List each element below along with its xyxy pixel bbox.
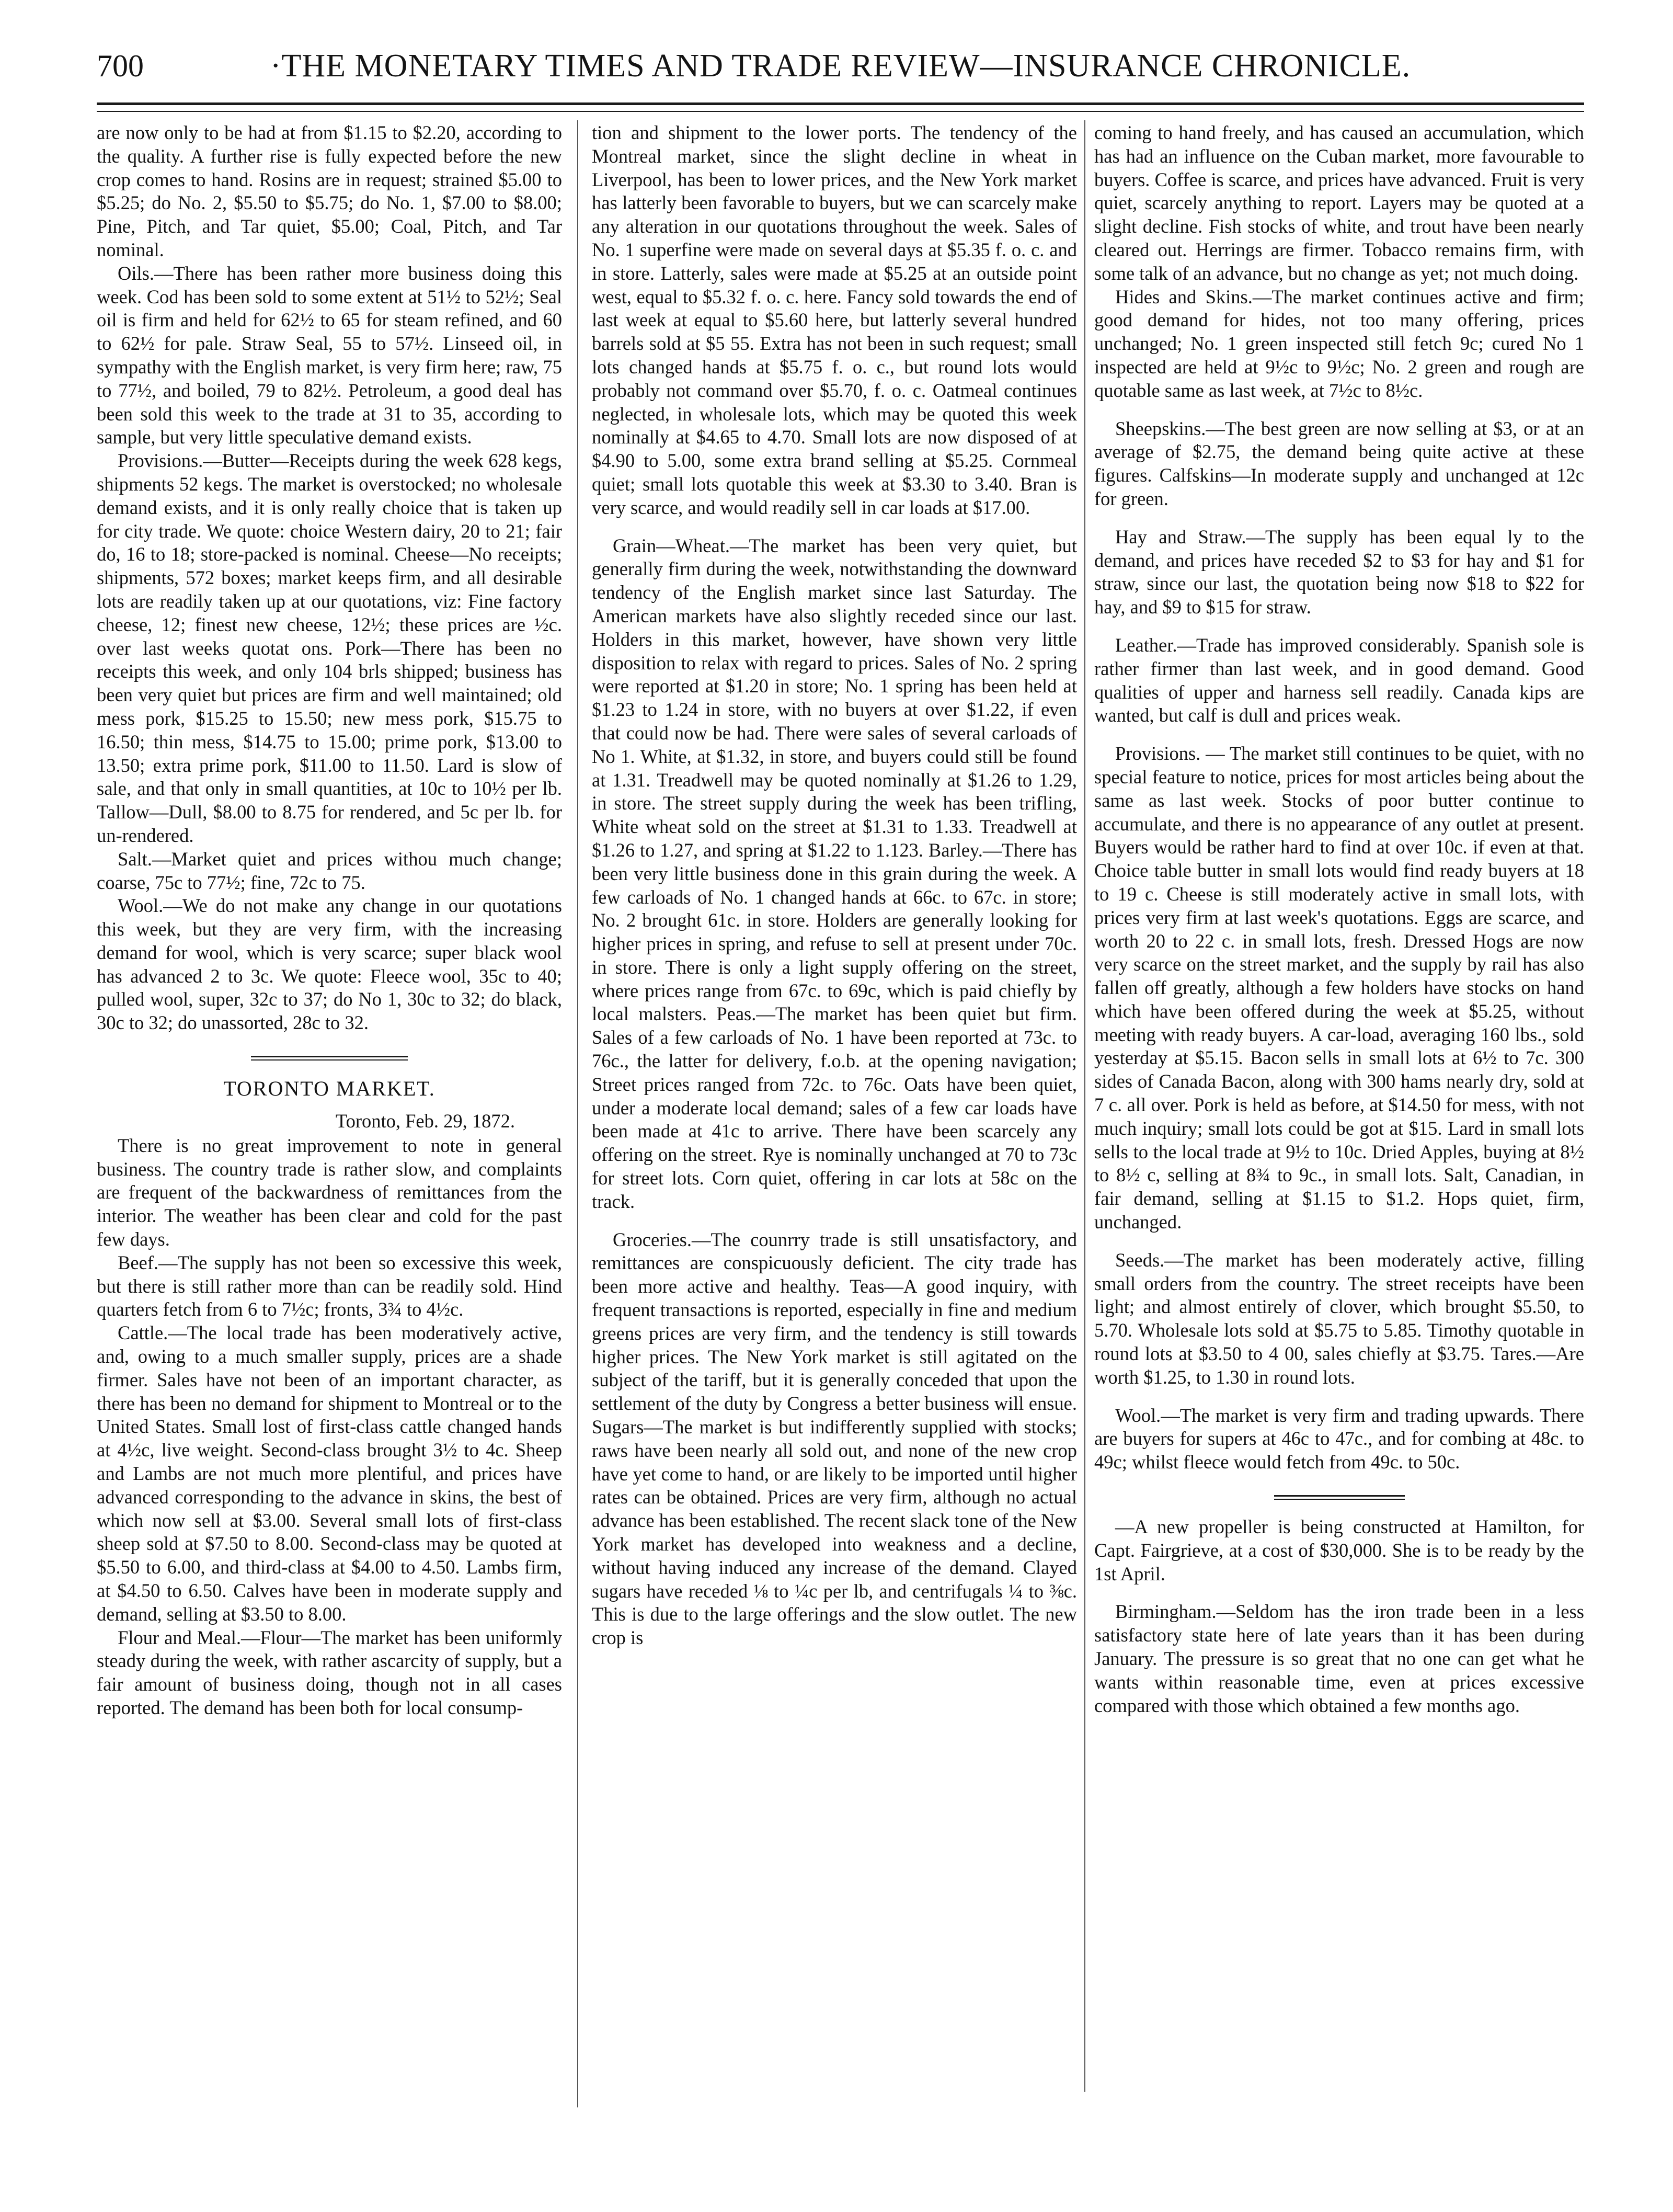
- paragraph-hay-and-straw: Hay and Straw.—The supply has been equal ly to the demand, and prices have receded $2 to $3 for hay and $1 for straw, since our last, the quotation being now $18 to $22 for hay, and $9 to $15 for straw.: [1094, 526, 1584, 618]
- header-rule-thick: [97, 102, 1584, 105]
- paragraph-leather: Leather.—Trade has improved considerably. Spanish sole is rather firmer than last week, and in good demand. Good qualities of upper and harness sell readily. Canada kips are wanted, but calf is dull and prices weak.: [1094, 634, 1584, 726]
- paragraph-flour-and-meal: Flour and Meal.—Flour—The market has been uniformly steady during the week, with rather ascarcity of supply, but a fair amount of business doing, though not in all cases reported. The demand has been both for local consump-: [97, 1626, 562, 1718]
- header-rule-thin: [97, 111, 1584, 112]
- paragraph-toronto-intro: There is no great improvement to note in general business. The country trade is rather slow, and complaints are frequent of the backwardness of remittances from the interior. The weather has been clear and cold for the past few days.: [97, 1134, 562, 1250]
- paragraph-propeller: —A new propeller is being constructed at Hamilton, for Capt. Fairgrieve, at a cost of $30,000. She is to be ready by the 1st April.: [1094, 1516, 1584, 1584]
- paragraph-groceries: Groceries.—The counrry trade is still unsatisfactory, and remittances are conspicuously deficient. The city trade has been more active and healthy. Teas—A good inquiry, with frequent transactions is reported, especially in fine and medium greens prices are very firm, and the tendency is still towards higher prices. The New York market is still agitated on the subject of the tariff, but it is generally conceded that upon the settlement of the duty by Congress a better business will ensue. Sugars—The market is but indifferently supplied with stocks; raws have been nearly all sold out, and none of the new crop have yet come to hand, or are likely to be imported until higher rates can be obtained. Prices are very firm, although no actual advance has been established. The recent slack tone of the New York market has developed into weakness and a decline, without having induced any increase of the demand. Clayed sugars have receded ⅛ to ¼c per lb, and centrifugals ¼ to ⅜c. This is due to the large offerings and the slow outlet. The new crop is: [592, 1228, 1077, 1649]
- section-separator: [251, 1056, 408, 1061]
- paragraph-beef: Beef.—The supply has not been so excessive this week, but there is still rather more than can be readily sold. Hind quarters fetch from 6 to 7½c; fronts, 3¾ to 4½c.: [97, 1251, 562, 1320]
- paragraph-rosins: are now only to be had at from $1.15 to $2.20, according to the quality. A further rise is fully expected before the new crop comes to hand. Rosins are in request; strained $5.00 to $5.25; do No. 2, $5.50 to $5.75; do No. 1, $7.00 to $8.00; Pine, Pitch, and Tar quiet, $5.00; Coal, Pitch, and Tar nominal.: [97, 122, 562, 260]
- column-3: [1094, 121, 1584, 1717]
- toronto-dateline: Toronto, Feb. 29, 1872.: [335, 1110, 515, 1132]
- column-divider: [577, 120, 578, 2107]
- toronto-market-heading: TORONTO MARKET.: [223, 1077, 436, 1101]
- paragraph-groceries-continued: coming to hand freely, and has caused an accumulation, which has had an influence on the Cuban market, more favourable to buyers. Coffee is scarce, and prices have advanced. Fruit is very quiet, scarcely anything to report. Layers may be quoted at a slight decline. Fish stocks of white, and trout have been nearly cleared out. Herrings are firmer. Tobacco remains firm, with some talk of an advance, but no change as yet; not much doing.: [1094, 122, 1584, 284]
- running-title: ·THE MONETARY TIMES AND TRADE REVIEW—INSURANCE CHRONICLE.: [270, 48, 1411, 84]
- paragraph-wool: Wool.—The market is very firm and trading upwards. There are buyers for supers at 46c to 47c., and for combing at 48c. to 49c; whilst fleece would fetch from 49c. to 50c.: [1094, 1404, 1584, 1473]
- paragraph-wool: Wool.—We do not make any change in our quotations this week, but they are very firm, with the increasing demand for wool, which is very scarce; super black wool has advanced 2 to 3c. We quote: Fleece wool, 35c to 40; pulled wool, super, 32c to 37; do No 1, 30c to 32; do black, 30c to 32; do unassorted, 28c to 32.: [97, 895, 562, 1034]
- page-number: 700: [97, 49, 144, 83]
- column-divider: [1084, 120, 1085, 2092]
- column-1: [97, 121, 562, 1720]
- paragraph-grain: Grain—Wheat.—The market has been very quiet, but generally firm during the week, notwithstanding the downward tendency of the English market since last Saturday. The American markets have also slightly receded since our last. Holders in this market, however, have shown very little disposition to relax with regard to prices. Sales of No. 2 spring were reported at $1.20 in store; No. 1 spring has been held at $1.23 to 1.24 in store, with no buyers at over $1.22, if even that could now be had. There were sales of several carloads of No 1. White, at $1.32, in store, and buyers could still be found at 1.31. Treadwell may be quoted nominally at $1.26 to 1.29, in store. The street supply during the week has been trifling, White wheat sold on the street at $1.31 to 1.33. Treadwell at $1.26 to 1.27, and spring at $1.22 to 1.123. Barley.—There has been very little business done in this grain during the week. A few carloads of No. 1 changed hands at 66c. to 67c. in store; No. 2 brought 61c. in store. Holders are generally looking for higher prices in spring, and refuse to sell at present under 70c. in store. There is only a light supply offering on the street, where prices range from 67c. to 69c, which is paid chiefly by local malsters. Peas.—The market has been quiet but firm. Sales of a few carloads of No. 1 have been reported at 73c. to 76c., the latter for delivery, f.o.b. at the opening navigation; Street prices ranged from 72c. to 76c. Oats have been quiet, under a moderate local demand; sales of a few car loads have been made at 41c to arrive. There have been scarcely any offering on the street. Rye is nominally unchanged at 70 to 73c for street lots. Corn quiet, offering in car lots at 58c on the track.: [592, 534, 1077, 1212]
- paragraph-hides-and-skins: Hides and Skins.—The market continues active and firm; good demand for hides, not too many offering, prices unchanged; No. 1 green inspected still fetch 9c; cured No 1 inspected are held at 9½c to 9½c; No. 2 green and rough are quotable same as last week, at 7½c to 8½c.: [1094, 286, 1584, 401]
- paragraph-salt: Salt.—Market quiet and prices withou much change; coarse, 75c to 77½; fine, 72c to 75.: [97, 848, 562, 893]
- paragraph-provisions: Provisions. — The market still continues to be quiet, with no special feature to notice, prices for most articles being about the same as last week. Stocks of poor butter continue to accumulate, and there is no appearance of any outlet at present. Buyers would be rather hard to find at over 10c. if even at that. Choice table butter in small lots would find ready buyers at 18 to 19 c. Cheese is still moderately active in small lots, with prices very firm at last week's quotations. Eggs are scarce, and worth 20 to 22 c. in small lots, fresh. Dressed Hogs are now very scarce on the street market, and the supply by rail has also fallen off greatly, although a few holders have stocks on hand which have been offered during the week at $5.25, without meeting with ready buyers. A car-load, averaging 160 lbs., sold yesterday at $5.15. Bacon sells in small lots at 6½ to 7c. 300 sides of Canada Bacon, along with 300 hams nearly dry, sold at 7 c. all over. Pork is held as before, at $14.50 for mess, with not much inquiry; small lots could be got at $15. Lard in small lots sells to the local trade at 9½ to 10c. Dried Apples, buying at 8½ to 8½ c, selling at 8¾ to 9c., in small lots. Salt, Canadian, in fair demand, selling at $1.15 to $1.2. Hops quiet, firm, unchanged.: [1094, 743, 1584, 1233]
- paragraph-cattle: Cattle.—The local trade has been moderatively active, and, owing to a much smaller supply, prices are a shade firmer. Sales have not been of an important character, as there has been no demand for shipment to Montreal or to the United States. Small lost of first-class cattle changed hands at 4½c, live weight. Second-class brought 3½ to 4c. Sheep and Lambs are not much more plentiful, and prices have advanced corresponding to the advance in skins, the best of which now sell at $3.00. Several small lots of first-class sheep sold at $7.50 to 8.00. Second-class may be quoted at $5.50 to 6.00, and third-class at $4.00 to 4.50. Lambs firm, at $4.50 to 6.50. Calves have been in moderate supply and demand, selling at $3.50 to 8.00.: [97, 1322, 562, 1625]
- paragraph-seeds: Seeds.—The market has been moderately active, filling small orders from the country. The street receipts have been light; and almost entirely of clover, which brought $5.50, to 5.70. Wholesale lots sold at $5.75 to 5.85. Timothy quotable in round lots at $3.50 to 4 00, sales chiefly at $3.75. Tares.—Are worth $1.25, to 1.30 in round lots.: [1094, 1249, 1584, 1388]
- page-header: [97, 45, 1584, 87]
- section-separator: [1274, 1495, 1405, 1500]
- paragraph-oils: Oils.—There has been rather more business doing this week. Cod has been sold to some extent at 51½ to 52½; Seal oil is firm and held for 62½ to 65 for steam refined, and 60 to 62½ for pale. Straw Seal, 55 to 57½. Linseed oil, in sympathy with the English market, is very firm here; raw, 75 to 77½, and boiled, 79 to 82½. Petroleum, a good deal has been sold this week to the trade at 31 to 35, according to sample, but very little speculative demand exists.: [97, 262, 562, 448]
- paragraph-flour-continued: tion and shipment to the lower ports. The tendency of the Montreal market, since the slight decline in wheat in Liverpool, has been to lower prices, and the New York market has latterly been favorable to buyers, but we can scarcely make any alteration in our quotations throughout the week. Sales of No. 1 superfine were made on several days at $5.35 f. o. c. and in store. Latterly, sales were made at $5.25 at an outside point west, equal to $5.32 f. o. c. here. Fancy sold towards the end of last week at equal to $5.60 here, but latterly several hundred barrels sold at $5 55. Extra has not been in such request; small lots changed hands at $5.75 f. o. c., but round lots would probably not command over $5.70, f. o. c. Oatmeal continues neglected, in wholesale lots, which may be quoted this week nominally at $4.65 to 4.70. Small lots are now disposed of at $4.90 to 5.00, some extra brand selling at $5.25. Cornmeal quiet; small lots quotable this week at $3.30 to 3.40. Bran is very scarce, and would readily sell in car loads at $17.00.: [592, 122, 1077, 518]
- column-2: [592, 121, 1077, 1650]
- paragraph-provisions: Provisions.—Butter—Receipts during the week 628 kegs, shipments 52 kegs. The market is overstocked; no wholesale demand exists, and it is only really choice that is taken up for city trade. We quote: choice Western dairy, 20 to 21; fair do, 16 to 18; store-packed is nominal. Cheese—No receipts; shipments, 572 boxes; market keeps firm, and all desirable lots are readily taken up at our quotations, viz: Fine factory cheese, 12; finest new cheese, 12½; these prices are ½c. over last weeks quotat ons. Pork—There has been no receipts this week, and only 104 brls shipped; business has been very quiet but prices are firm and well maintained; old mess pork, $15.25 to 15.50; new mess pork, $15.75 to 16.50; thin mess, $14.75 to 15.00; prime pork, $13.00 to 13.50; extra prime pork, $11.00 to 11.50. Lard is slow of sale, and that only in small quantities, at 10c to 10½ per lb. Tallow—Dull, $8.00 to 8.75 for rendered, and 5c per lb. for un-rendered.: [97, 450, 562, 846]
- paragraph-sheepskins: Sheepskins.—The best green are now selling at $3, or at an average of $2.75, the demand being quite active at these figures. Calfskins—In moderate supply and unchanged at 12c for green.: [1094, 417, 1584, 509]
- paragraph-birmingham: Birmingham.—Seldom has the iron trade been in a less satisfactory state here of late years than it has been during January. The pressure is so great that no one can get what he wants within reasonable time, even at prices excessive compared with those which obtained a few months ago.: [1094, 1601, 1584, 1716]
